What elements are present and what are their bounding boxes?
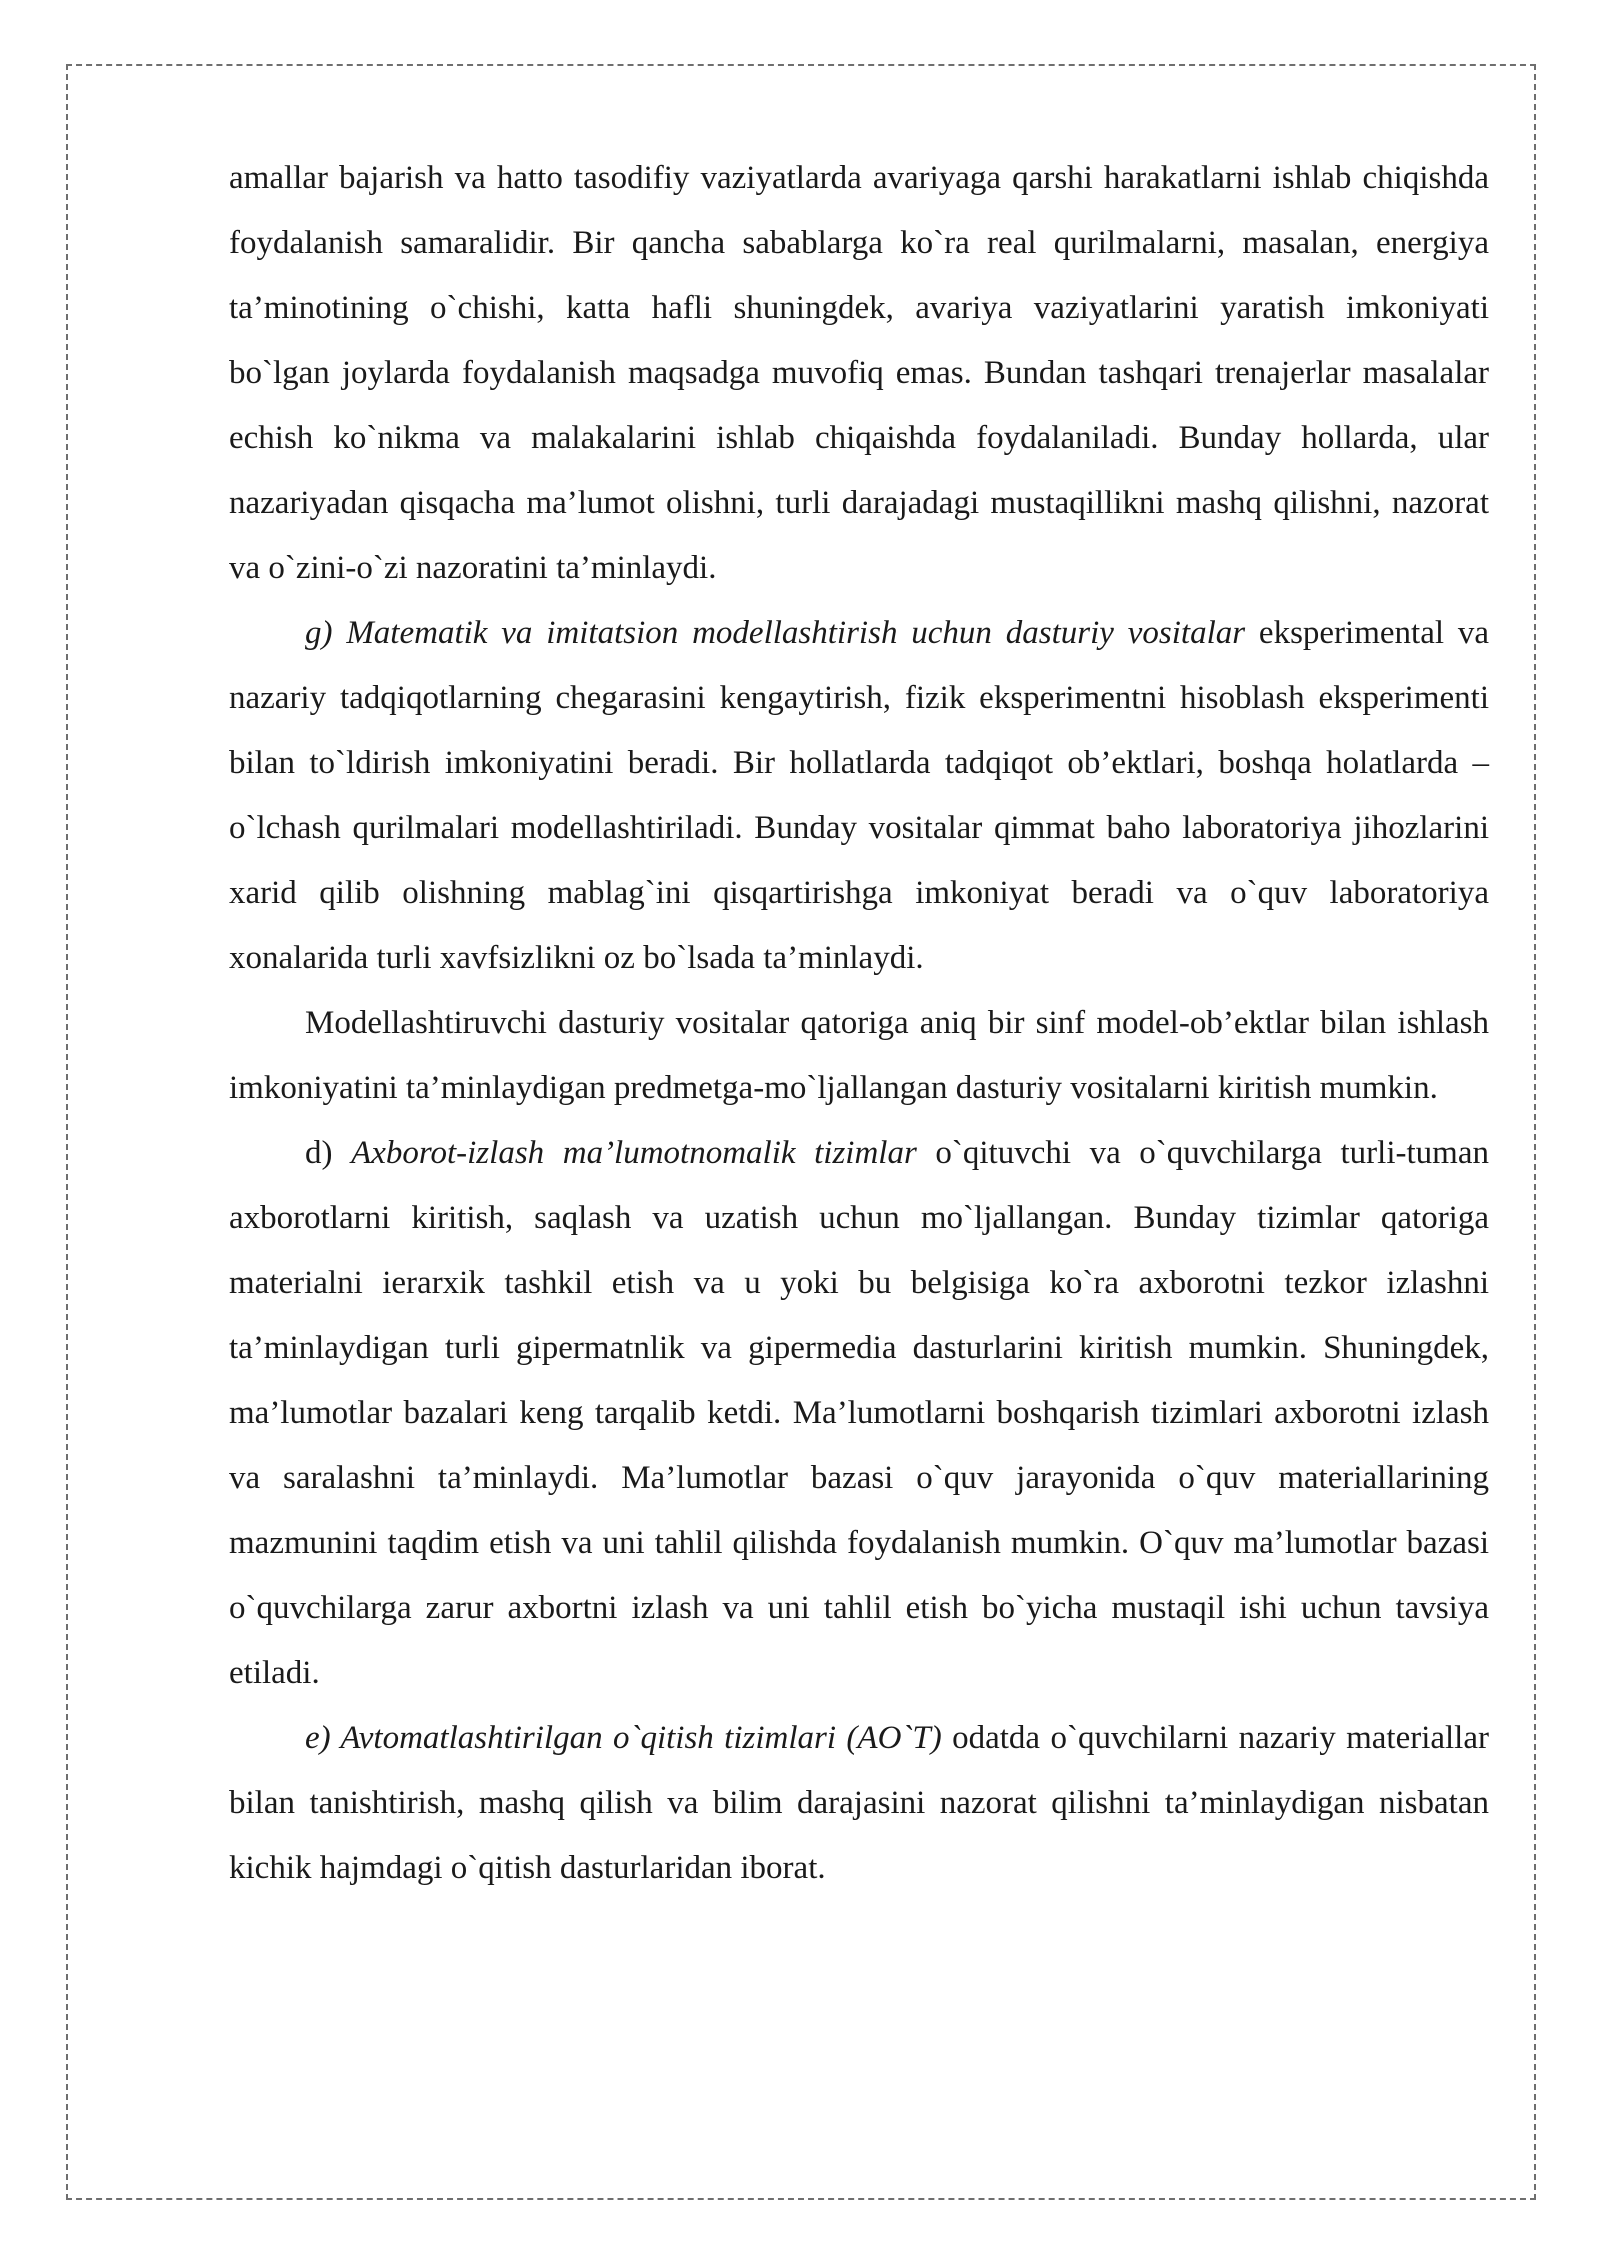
paragraph-info-search-systems — [229, 1121, 1489, 1706]
paragraph-heading-italic: g) Matematik va imitatsion modellashtirish uchun dasturiy vositalar — [305, 615, 1246, 651]
paragraph-text: odatda o`quvchilarni nazariy materiallar bilan tanishtirish, mashq qilish va bilim darajasini nazorat qilishni ta’minlaydigan nisbatan kichik hajmdagi o`qitish dasturlaridan iborat. — [229, 1720, 1489, 1886]
document-body — [229, 146, 1489, 1901]
paragraph-heading-italic: Axborot-izlash ma’lumotnomalik tizimlar — [351, 1135, 917, 1171]
paragraph-text: eksperimental va nazariy tadqiqotlarning chegarasini kengaytirish, fizik eksperimentni hisoblash eksperimenti bilan to`ldirish imkoniyatini beradi. Bir hollatlarda tadqiqot ob’ektlari, boshqa holatlarda – o`lchash qurilmalari modellashtiriladi. Bunday vositalar qimmat baho laboratoriya jihozlarini xarid qilib olishning mablag`ini qisqartirishga imkoniyat beradi va o`quv laboratoriya xonalarida turli xavfsizlikni oz bo`lsada ta’minlaydi. — [229, 615, 1489, 976]
paragraph-continuation: amallar bajarish va hatto tasodifiy vaziyatlarda avariyaga qarshi harakatlarni ishlab chiqishda foydalanish samaralidir. Bir qancha sabablarga ko`ra real qurilmalarni, masalan, energiya ta’minotining o`chishi, katta hafli shuningdek, avariya vaziyatlarini yaratish imkoniyati bo`lgan joylarda foydalanish maqsadga muvofiq emas. Bundan tashqari trenajerlar masalalar echish ko`nikma va malakalarini ishlab chiqaishda foydalaniladi. Bunday hollarda, ular nazariyadan qisqacha ma’lumot olishni, turli darajadagi mustaqillikni mashq qilishni, nazorat va o`zini-o`zi nazoratini ta’minlaydi. — [229, 160, 1489, 586]
paragraph-automated-learning — [229, 1706, 1489, 1901]
paragraph-modeling-software: Modellashtiruvchi dasturiy vositalar qatoriga aniq bir sinf model-ob’ektlar bilan ishlash imkoniyatini ta’minlaydigan predmetga-mo`ljallangan dasturiy vositalarni kiritish mumkin. — [229, 1005, 1489, 1106]
paragraph-modeling-tools — [229, 601, 1489, 991]
paragraph-list-marker: d) — [305, 1135, 352, 1171]
paragraph-text: o`qituvchi va o`quvchilarga turli-tuman axborotlarni kiritish, saqlash va uzatish uchun mo`ljallangan. Bunday tizimlar qatoriga materialni ierarxik tashkil etish va u yoki bu belgisiga ko`ra axborotni tezkor izlashni ta’minlaydigan turli gipermatnlik va gipermedia dasturlarini kiritish mumkin. Shuningdek, ma’lumotlar bazalari keng tarqalib ketdi. Ma’lumotlarni boshqarish tizimlari axborotni izlash va saralashni ta’minlaydi. Ma’lumotlar bazasi o`quv jarayonida o`quv materiallarining mazmunini taqdim etish va uni tahlil qilishda foydalanish mumkin. O`quv ma’lumotlar bazasi o`quvchilarga zarur axbortni izlash va uni tahlil etish bo`yicha mustaqil ishi uchun tavsiya etiladi. — [229, 1135, 1489, 1691]
paragraph-heading-italic: e) Avtomatlashtirilgan o`qitish tizimlari (AO`T) — [305, 1720, 942, 1756]
